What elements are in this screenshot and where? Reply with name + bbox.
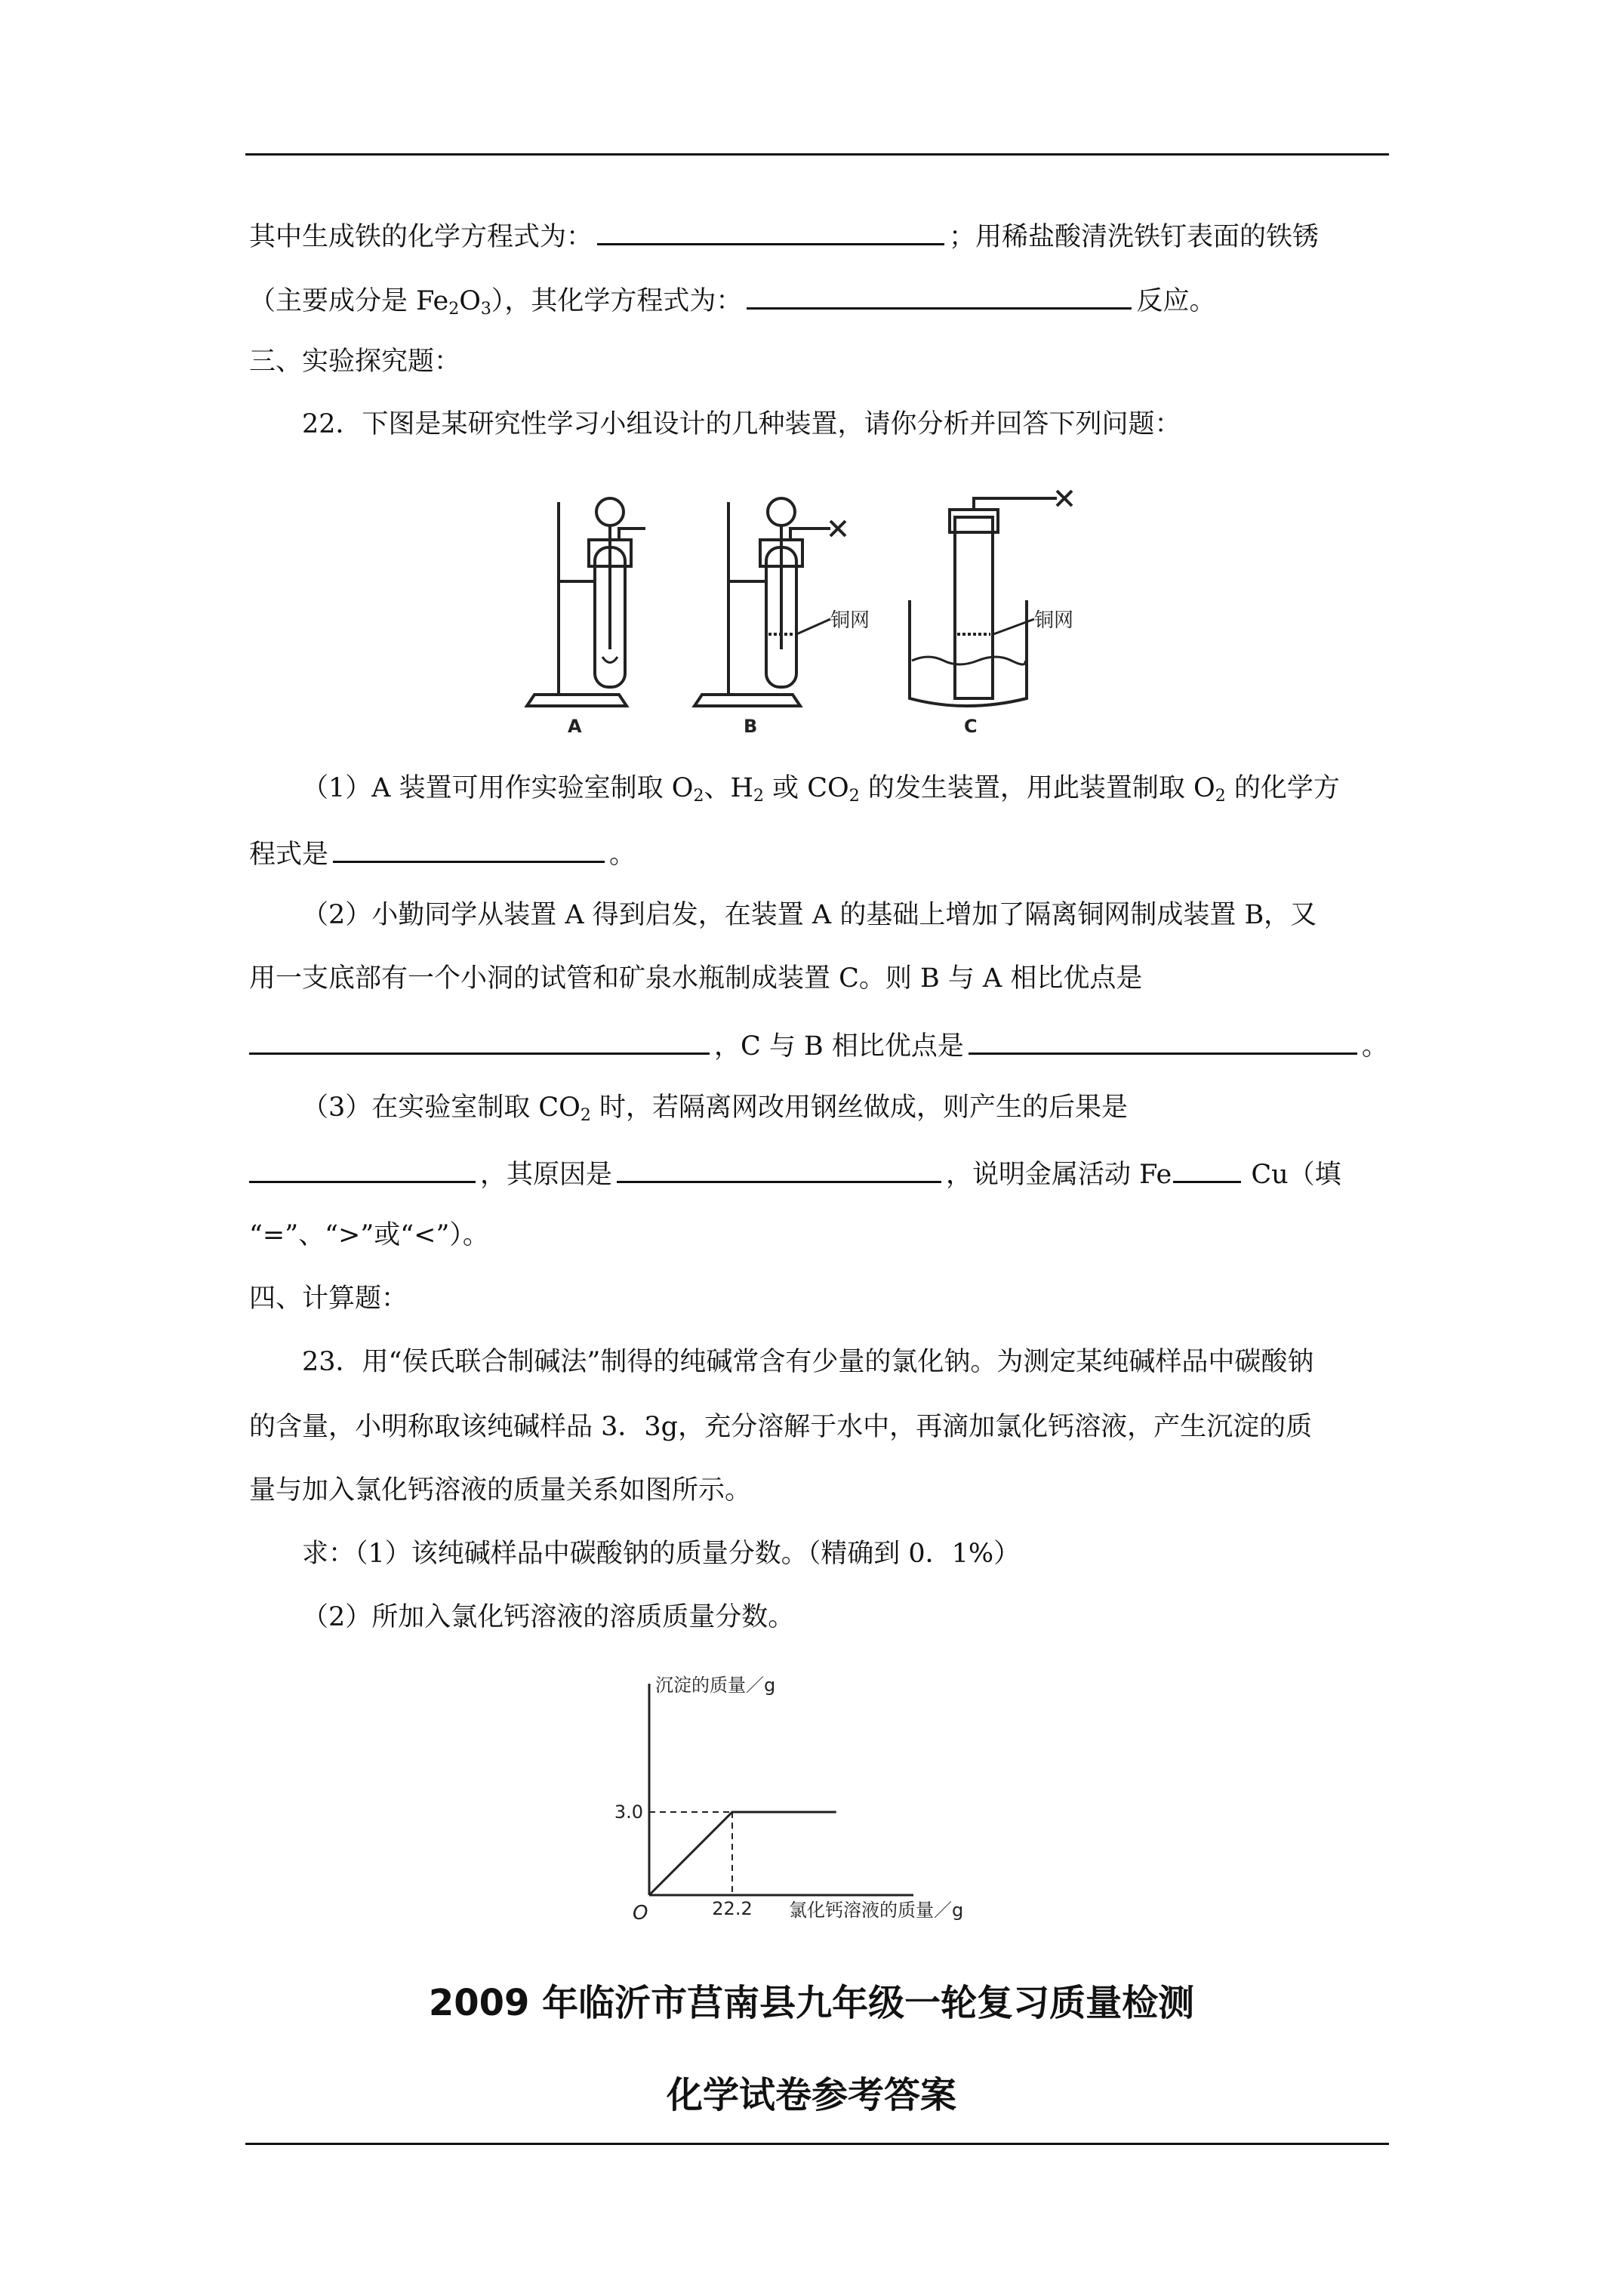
x-tick-label: 22.2 xyxy=(712,1898,753,1919)
text: O xyxy=(459,286,481,316)
text: Cu（填 xyxy=(1243,1160,1341,1190)
question-23-line-c: 量与加入氯化钙溶液的质量关系如图所示。 xyxy=(249,1475,752,1505)
text-line-1 xyxy=(249,216,1319,255)
answer-blank[interactable] xyxy=(969,1025,1357,1055)
question-22-3-line-c: “=”、“>”或“<”）。 xyxy=(249,1220,489,1250)
bottom-rule xyxy=(245,2143,1389,2145)
subscript: 2 xyxy=(848,787,860,806)
question-22-2-line-c xyxy=(249,1025,1388,1065)
funnel-bulb-b xyxy=(768,498,795,525)
answer-title-2: 化学试卷参考答案 xyxy=(666,2074,956,2116)
mesh-label-b: 铜网 xyxy=(830,609,870,632)
test-tube-c xyxy=(955,517,993,698)
text: 其中生成铁的化学方程式为： xyxy=(249,222,593,252)
label-c: C xyxy=(964,716,978,737)
y-axis-label: 沉淀的质量／g xyxy=(655,1675,776,1696)
answer-blank[interactable] xyxy=(747,280,1132,310)
section-heading-4: 四、计算题： xyxy=(249,1284,408,1314)
question-23-line-b: 的含量，小明称取该纯碱样品 3．3g，充分溶解于水中，再滴加氯化钙溶液，产生沉淀的质 xyxy=(249,1412,1313,1442)
text: 。 xyxy=(1361,1031,1388,1062)
label-b: B xyxy=(744,716,758,737)
text: 程式是 xyxy=(249,840,329,870)
question-22-1-line-b xyxy=(249,834,636,873)
clamp-c xyxy=(1057,491,1072,506)
series-line xyxy=(649,1812,836,1895)
text: （主要成分是 Fe xyxy=(249,286,449,316)
question-22-3-line-b xyxy=(249,1154,1341,1193)
text: 或 CO xyxy=(764,773,849,803)
subscript: 2 xyxy=(753,787,765,806)
answer-blank[interactable] xyxy=(333,834,605,863)
text: ，C 与 B 相比优点是 xyxy=(714,1031,964,1062)
mesh-label-c: 铜网 xyxy=(1034,609,1074,632)
origin-label: O xyxy=(633,1902,648,1925)
text: 。 xyxy=(609,840,636,870)
text: ，其原因是 xyxy=(480,1160,613,1190)
answer-title-1: 2009 年临沂市莒南县九年级一轮复习质量检测 xyxy=(428,1982,1195,2024)
question-22-3-line-a xyxy=(302,1089,1128,1126)
apparatus-figure xyxy=(513,468,1132,736)
answer-blank[interactable] xyxy=(617,1154,941,1183)
question-22-1-line-a xyxy=(302,770,1340,806)
text: 的化学方 xyxy=(1225,773,1340,803)
subscript: 2 xyxy=(693,787,704,806)
stand-base-b xyxy=(694,695,800,706)
text: （1）A 装置可用作实验室制取 O xyxy=(302,773,694,803)
subscript: 2 xyxy=(580,1106,591,1125)
question-23-line-d: 求：（1）该纯碱样品中碳酸钠的质量分数。（精确到 0．1%） xyxy=(302,1539,1021,1569)
beaker-c xyxy=(910,600,1027,706)
subscript: 3 xyxy=(480,300,491,319)
question-22-2-line-a: （2）小勤同学从装置 A 得到启发，在装置 A 的基础上增加了隔离铜网制成装置 B，又 xyxy=(302,900,1317,930)
question-22: 22．下图是某研究性学习小组设计的几种装置，请你分析并回答下列问题： xyxy=(302,409,1181,439)
text: 时，若隔离网改用钢丝做成，则产生的后果是 xyxy=(590,1093,1129,1123)
answer-blank[interactable] xyxy=(1173,1154,1241,1183)
answer-blank[interactable] xyxy=(597,216,944,245)
subscript: 2 xyxy=(1215,787,1226,806)
answer-blank[interactable] xyxy=(249,1025,710,1055)
stand-base-a xyxy=(527,695,627,706)
text: 反应。 xyxy=(1136,286,1216,316)
top-rule xyxy=(245,153,1389,156)
label-a: A xyxy=(568,716,582,737)
precipitate-chart xyxy=(614,1669,1042,1933)
section-heading-3: 三、实验探究题： xyxy=(249,347,461,377)
funnel-bulb-a xyxy=(596,498,624,525)
y-tick-label: 3.0 xyxy=(614,1801,643,1823)
question-23-line-a: 23．用“侯氏联合制碱法”制得的纯碱常含有少量的氯化钠。为测定某纯碱样品中碳酸钠 xyxy=(302,1347,1314,1377)
text: ），其化学方程式为： xyxy=(491,286,743,316)
text-line-2 xyxy=(249,280,1215,319)
question-23-line-e: （2）所加入氯化钙溶液的溶质质量分数。 xyxy=(302,1602,795,1632)
text: （3）在实验室制取 CO xyxy=(302,1093,581,1123)
text: ，说明金属活动 Fe xyxy=(946,1160,1172,1190)
answer-blank[interactable] xyxy=(249,1154,476,1183)
text: ；用稀盐酸清洗铁钉表面的铁锈 xyxy=(949,222,1320,252)
question-22-2-line-b: 用一支底部有一个小洞的试管和矿泉水瓶制成装置 C。则 B 与 A 相比优点是 xyxy=(249,963,1143,994)
clamp-b xyxy=(830,521,845,536)
text: 的发生装置，用此装置制取 O xyxy=(859,773,1215,803)
x-axis-label: 氯化钙溶液的质量／g xyxy=(789,1900,964,1921)
text: 、H xyxy=(704,773,754,803)
subscript: 2 xyxy=(448,300,460,319)
